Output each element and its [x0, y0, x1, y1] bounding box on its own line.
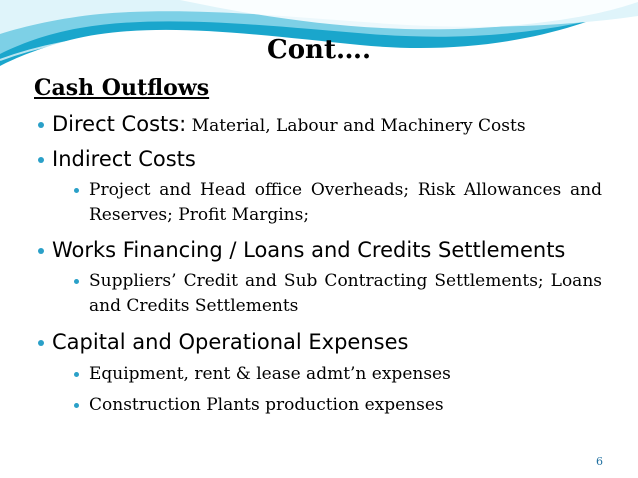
sub-bullet-text: Suppliers’ Credit and Sub Contracting Settlements; Loans and Credits Settlements — [89, 271, 602, 316]
sub-bullet-text: Project and Head office Overheads; Risk Allowances and Reserves; Profit Margins; — [89, 180, 602, 225]
bullet-text: Direct Costs: — [52, 112, 187, 136]
sub-bullet-item — [89, 393, 602, 418]
bullet-item — [52, 145, 196, 174]
sub-bullet-icon — [74, 403, 79, 408]
bullet-icon — [38, 122, 44, 128]
section-heading: Cash Outflows — [34, 75, 210, 101]
slide-title: Cont…. — [267, 35, 371, 65]
sub-bullet-item — [89, 178, 602, 228]
bullet-icon — [38, 248, 44, 254]
sub-bullet-item — [89, 362, 602, 387]
bullet-icon — [38, 157, 44, 163]
bullet-item — [52, 110, 526, 140]
sub-bullet-item — [89, 269, 602, 319]
bullet-detail: Material, Labour and Machinery Costs — [186, 116, 526, 136]
sub-bullet-text: Construction Plants production expenses — [89, 395, 444, 415]
bullet-item — [52, 328, 408, 357]
bullet-icon — [38, 340, 44, 346]
sub-bullet-icon — [74, 279, 79, 284]
bullet-text: Indirect Costs — [52, 147, 196, 171]
sub-bullet-icon — [74, 188, 79, 193]
sub-bullet-icon — [74, 372, 79, 377]
bullet-text: Works Financing / Loans and Credits Settlements — [52, 238, 566, 262]
page-number: 6 — [596, 455, 603, 468]
bullet-text: Capital and Operational Expenses — [52, 330, 409, 354]
sub-bullet-text: Equipment, rent & lease admt’n expenses — [89, 364, 451, 384]
bullet-item — [52, 236, 565, 265]
